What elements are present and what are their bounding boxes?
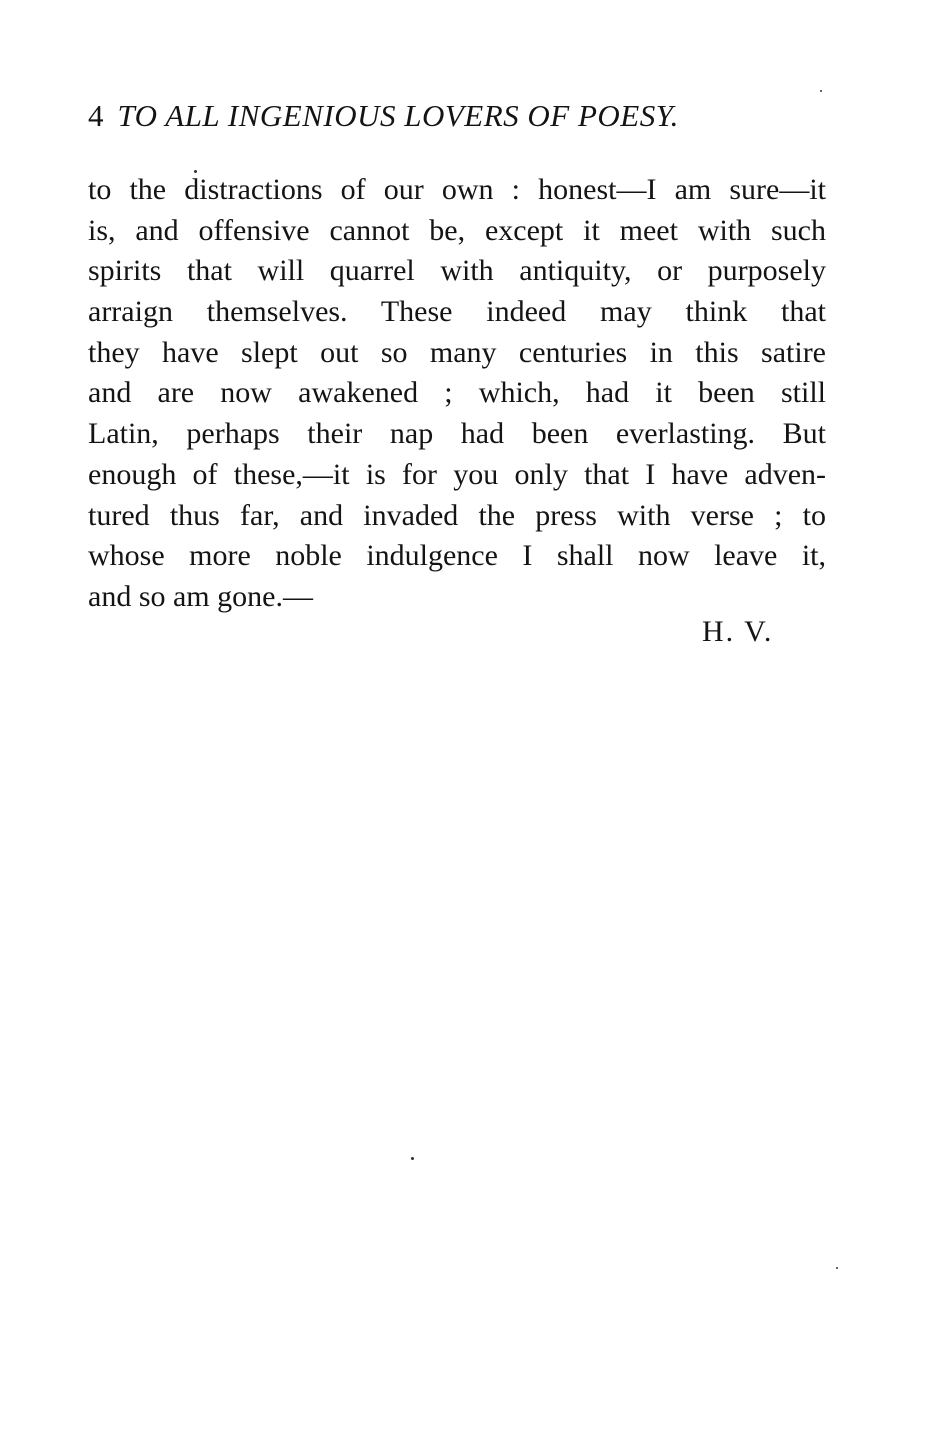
text-line: spirits that will quarrel with antiquity, or purposely (88, 254, 826, 288)
text-line: arraign themselves. These indeed may think that (88, 295, 826, 329)
text-line: and so am gone.— (88, 579, 313, 613)
text-line: tured thus far, and invaded the press with verse ; to (88, 498, 826, 532)
print-speck (836, 1267, 838, 1269)
running-head (88, 96, 828, 136)
body-paragraph (88, 170, 826, 618)
text-line: is, and offensive cannot be, except it meet with such (88, 213, 826, 247)
text-line: and are now awakened ; which, had it been still (88, 376, 826, 410)
text-line: whose more noble indulgence I shall now leave it, (88, 539, 826, 573)
text-line: to the distractions of our own : honest—I am sure—it (88, 173, 826, 206)
signature-initials: H. V. (702, 615, 774, 648)
running-head-title: TO ALL INGENIOUS LOVERS OF POESY. (117, 98, 679, 133)
print-speck (411, 1157, 414, 1160)
text-line: Latin, perhaps their nap had been everlasting. But (88, 417, 826, 451)
text-line: enough of these,—it is for you only that I have adven- (88, 457, 826, 491)
text-line: they have slept out so many centuries in this satire (88, 335, 826, 369)
page-number: 4 (88, 98, 104, 133)
print-speck (820, 90, 822, 92)
print-speck (194, 170, 197, 173)
